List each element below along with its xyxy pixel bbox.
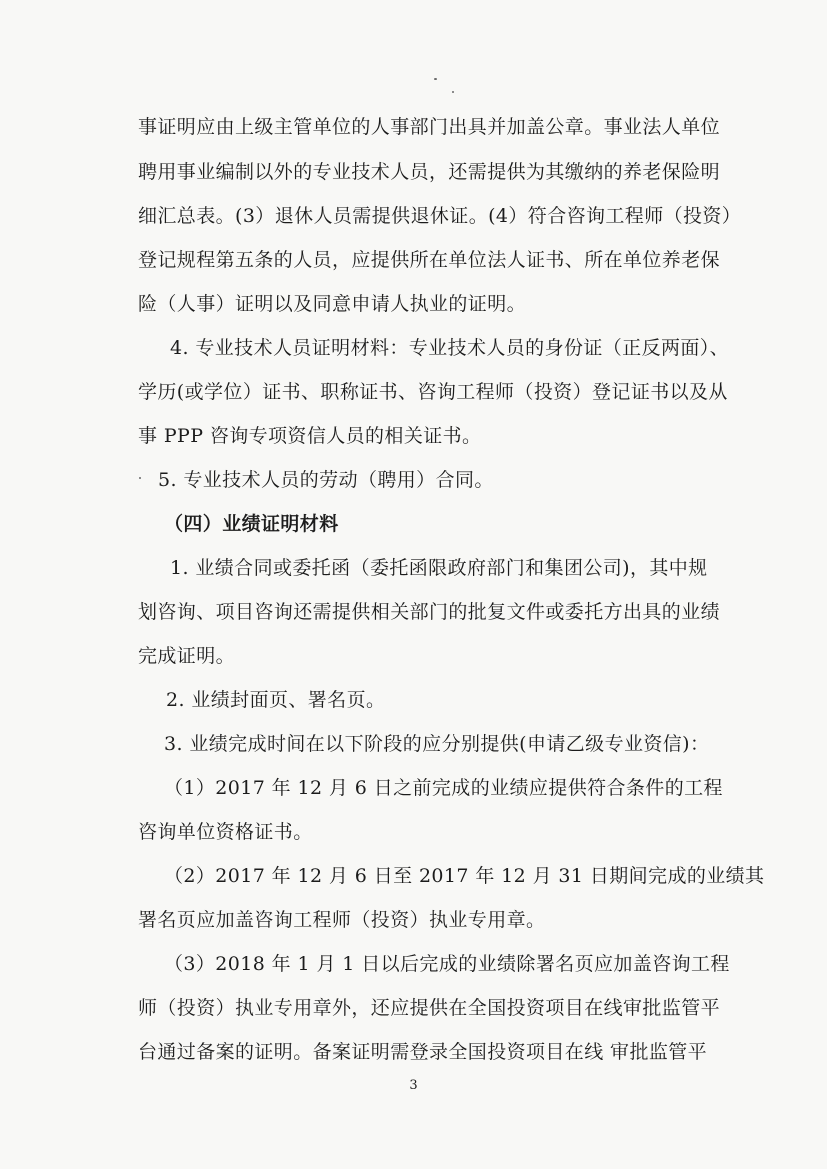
page-number: 3 (409, 1078, 418, 1093)
text-line-8: 事 PPP 咨询专项资信人员的相关证书。 (138, 425, 482, 447)
text-line-16: （1）2017 年 12 月 6 日之前完成的业绩应提供符合条件的工程 (164, 777, 723, 799)
text-line-13: 完成证明。 (138, 645, 236, 667)
text-line-1: 事证明应由上级主管单位的人事部门出具并加盖公章。事业法人单位 (138, 116, 721, 138)
text-line-12: 划咨询、项目咨询还需提供相关部门的批复文件或委托方出具的业绩 (138, 601, 721, 623)
text-line-19: 署名页应加盖咨询工程师（投资）执业专用章。 (138, 909, 546, 931)
text-line-20: （3）2018 年 1 月 1 日以后完成的业绩除署名页应加盖咨询工程 (164, 953, 730, 975)
text-line-22: 台通过备案的证明。备案证明需登录全国投资项目在线 审批监管平 (138, 1041, 708, 1063)
text-line-21: 师（投资）执业专用章外，还应提供在全国投资项目在线审批监管平 (138, 997, 721, 1019)
scan-speck (139, 477, 141, 479)
scan-speck (434, 78, 437, 80)
text-line-17: 咨询单位资格证书。 (138, 821, 313, 843)
text-line-15: 3. 业绩完成时间在以下阶段的应分别提供(申请乙级专业资信)： (164, 733, 710, 755)
text-line-14: 2. 业绩封面页、署名页。 (166, 689, 386, 711)
text-line-9: 5. 专业技术人员的劳动（聘用）合同。 (158, 469, 494, 491)
text-line-3: 细汇总表。(3）退休人员需提供退休证。(4）符合咨询工程师（投资） (138, 205, 742, 227)
text-line-11: 1. 业绩合同或委托函（委托函限政府部门和集团公司)，其中规 (170, 557, 708, 579)
text-line-4: 登记规程第五条的人员，应提供所在单位法人证书、所在单位养老保 (138, 249, 721, 271)
section-heading: （四）业绩证明材料 (164, 513, 339, 535)
text-line-7: 学历(或学位）证书、职称证书、咨询工程师（投资）登记证书以及从 (138, 381, 728, 403)
text-line-18: （2）2017 年 12 月 6 日至 2017 年 12 月 31 日期间完成的业绩其 (164, 865, 765, 887)
text-line-2: 聘用事业编制以外的专业技术人员，还需提供为其缴纳的养老保险明 (138, 161, 721, 183)
text-line-5: 险（人事）证明以及同意申请人执业的证明。 (138, 293, 527, 315)
text-line-6: 4. 专业技术人员证明材料：专业技术人员的身份证（正反两面）、 (170, 337, 730, 359)
scan-speck (452, 91, 454, 93)
